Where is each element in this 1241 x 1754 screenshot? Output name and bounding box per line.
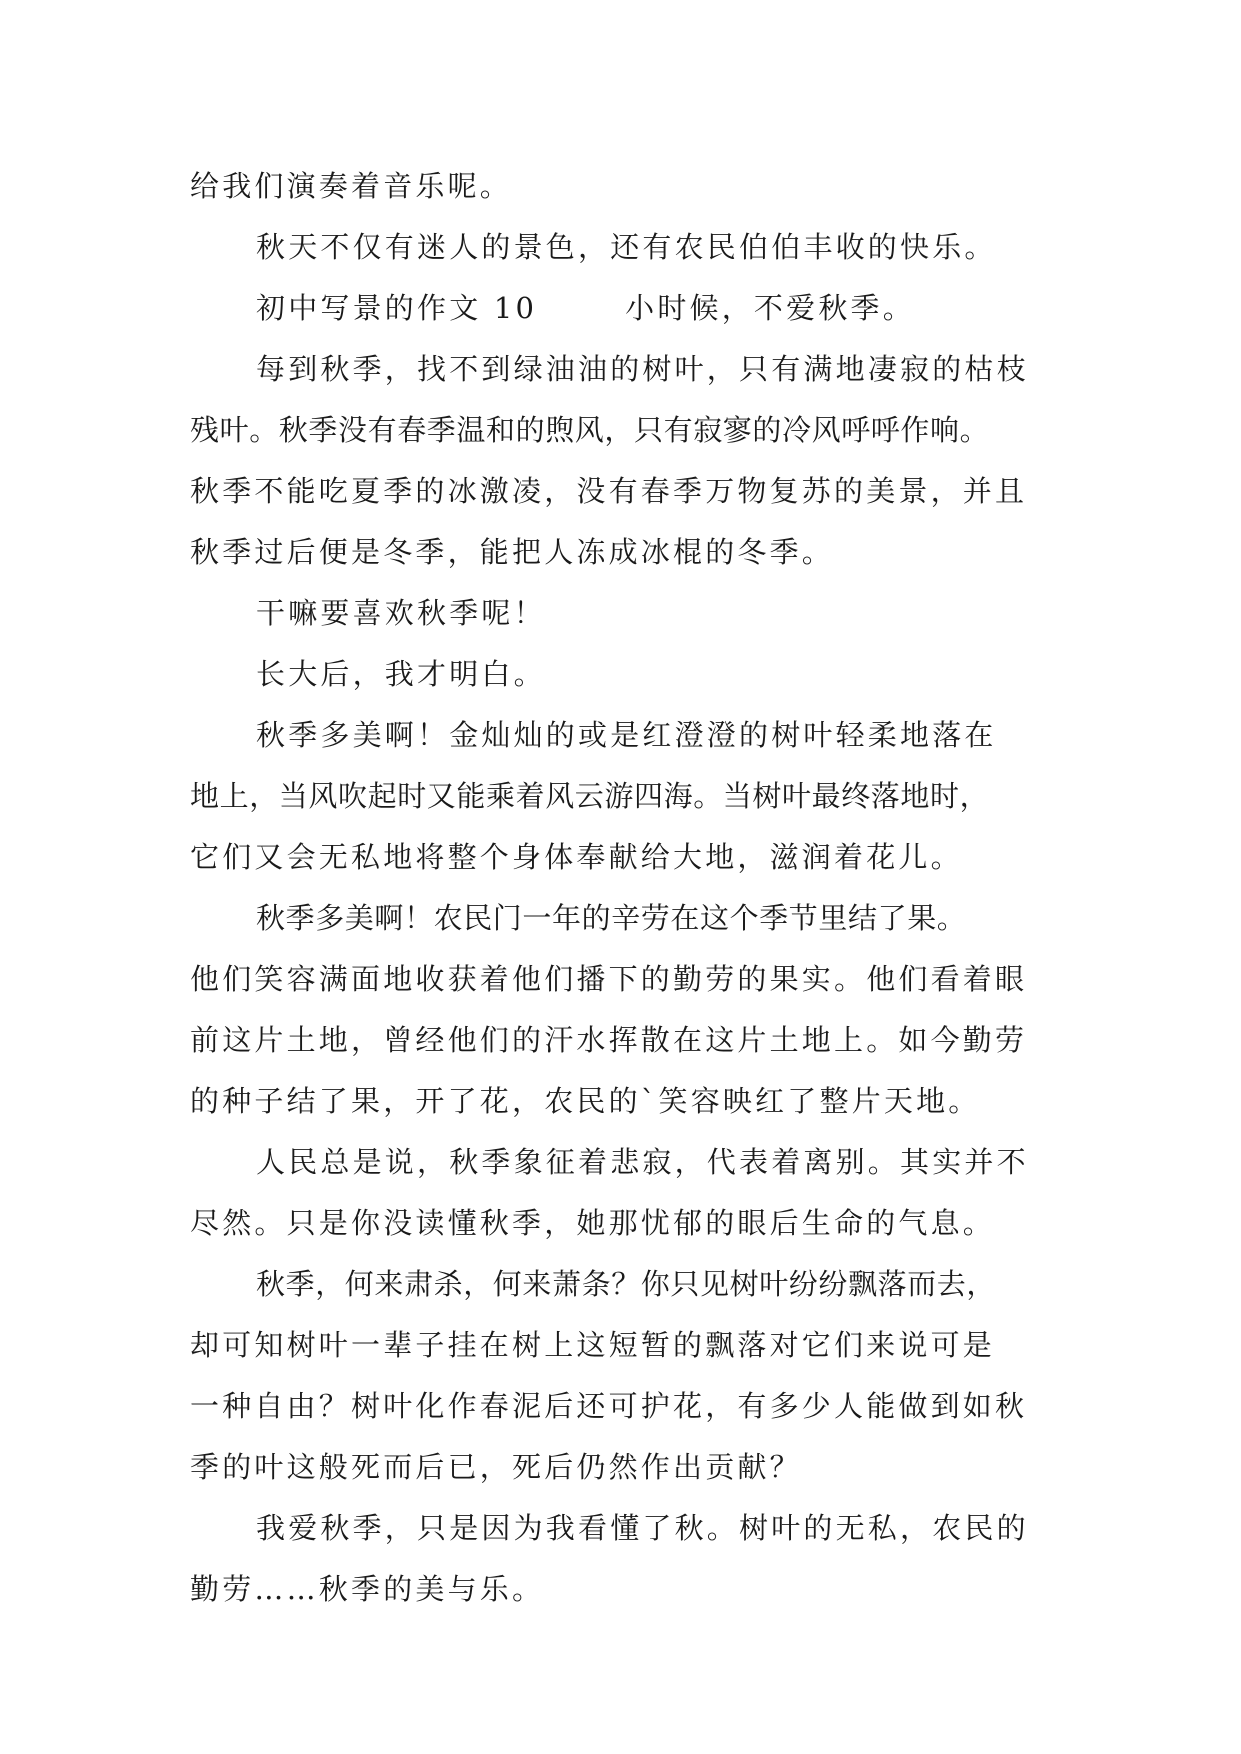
essay-heading-line (190, 278, 1054, 339)
text-line: 每到秋季，找不到绿油油的树叶，只有满地凄寂的枯枝 (256, 352, 1029, 386)
text-line: 他们笑容满面地收获着他们播下的勤劳的果实。他们看着眼 (190, 962, 1028, 996)
text-line: 秋季，何来肃杀，何来萧条？你只见树叶纷纷飘落而去， (256, 1267, 997, 1301)
text-line: 干嘛要喜欢秋季呢！ (256, 596, 546, 630)
text-line: 却可知树叶一辈子挂在树上这短暂的飘落对它们来说可是 (190, 1328, 996, 1362)
text-line: 秋季过后便是冬季，能把人冻成冰棍的冬季。 (190, 535, 835, 569)
text-line: 残叶。秋季没有春季温和的煦风，只有寂寥的冷风呼呼作响。 (190, 413, 990, 447)
text-line: 秋天不仅有迷人的景色，还有农民伯伯丰收的快乐。 (256, 230, 997, 264)
text-line: 一种自由？树叶化作春泥后还可护花，有多少人能做到如秋 (190, 1389, 1028, 1423)
text-line: 的种子结了果，开了花，农民的`笑容映红了整片天地。 (190, 1084, 981, 1118)
essay-first-sentence: 小时候，不爱秋季。 (625, 291, 915, 325)
text-line: 季的叶这般死而后已，死后仍然作出贡献？ (190, 1450, 802, 1484)
text-line: 尽然。只是你没读懂秋季，她那忧郁的眼后生命的气息。 (190, 1206, 996, 1240)
text-line: 给我们演奏着音乐呢。 (190, 169, 513, 203)
essay-title: 初中写景的作文 10 (256, 291, 538, 325)
text-line: 它们又会无私地将整个身体奉献给大地，滋润着花儿。 (190, 840, 963, 874)
text-line: 秋季多美啊！金灿灿的或是红澄澄的树叶轻柔地落在 (256, 718, 997, 752)
text-line: 秋季多美啊！农民门一年的辛劳在这个季节里结了果。 (256, 901, 967, 935)
text-line: 长大后，我才明白。 (256, 657, 546, 691)
text-line: 地上，当风吹起时又能乘着风云游四海。当树叶最终落地时， (190, 779, 990, 813)
text-line: 秋季不能吃夏季的冰激凌，没有春季万物复苏的美景，并且 (190, 474, 1028, 508)
essay-body (190, 156, 1054, 1620)
text-line: 人民总是说，秋季象征着悲寂，代表着离别。其实并不 (256, 1145, 1029, 1179)
text-line: 前这片土地，曾经他们的汗水挥散在这片土地上。如今勤劳 (190, 1023, 1028, 1057)
text-line: 勤劳……秋季的美与乐。 (190, 1572, 545, 1606)
text-line: 我爱秋季，只是因为我看懂了秋。树叶的无私，农民的 (256, 1511, 1029, 1545)
